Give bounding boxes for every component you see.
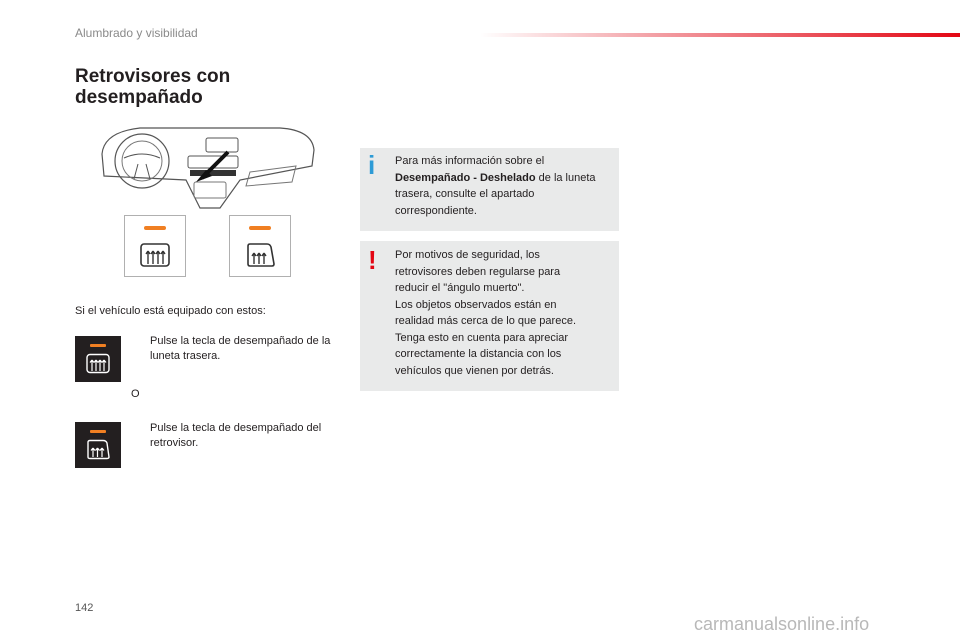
rear-window-defrost-icon [140,242,170,268]
mirror-defrost-icon [86,439,110,460]
rear-window-defrost-key [75,336,121,382]
warning-line: vehículos que vienen por detrás. [395,364,554,377]
intro-text: Si el vehículo está equipado con estos: [75,305,266,317]
warning-note [360,241,619,391]
watermark: carmanualsonline.info [694,614,870,634]
indicator-light [144,226,166,230]
warning-line: Por motivos de seguridad, los [395,249,540,261]
step-text: Pulse la tecla de desempañado del retrovisor. [150,422,322,449]
warning-line: correctamente la distancia con los [395,348,562,360]
info-note-bold-term: Desempañado - Deshelado [395,171,536,184]
warning-line: Los objetos observados están en [395,298,557,311]
indicator-light [90,344,106,347]
mirror-defrost-icon [245,242,275,268]
mirror-defrost-key [75,422,121,468]
warning-line: Tenga esto en cuenta para apreciar [395,331,569,344]
warning-line: retrovisores deben regularse para [395,265,561,278]
warning-line: realidad más cerca de lo que parece. [395,315,576,327]
header-accent-line [480,33,960,37]
info-note-text-start: Para más información sobre el [395,155,545,167]
page-title: Retrovisores con desempañado [75,66,231,108]
warning-line: reducir el "ángulo muerto". [395,282,525,294]
info-note-text-end: de la luneta trasera, consulte el apartado correspondiente. [395,171,596,217]
rear-window-defrost-icon [86,353,110,374]
info-icon: i [368,150,376,180]
step-text: Pulse la tecla de desempañado de la luneta trasera. [150,335,331,362]
info-note [360,148,619,231]
warning-note-text [395,247,607,379]
indicator-light [90,430,106,433]
section-header: Alumbrado y visibilidad [75,26,198,40]
mirror-defrost-button-illustration [229,215,291,277]
dashboard-illustration [100,124,316,214]
indicator-light [249,226,271,230]
page-number: 142 [75,602,94,614]
or-label: O [131,388,140,400]
info-note-text [395,153,607,219]
rear-window-defrost-button-illustration [124,215,186,277]
warning-icon: ! [368,245,377,275]
